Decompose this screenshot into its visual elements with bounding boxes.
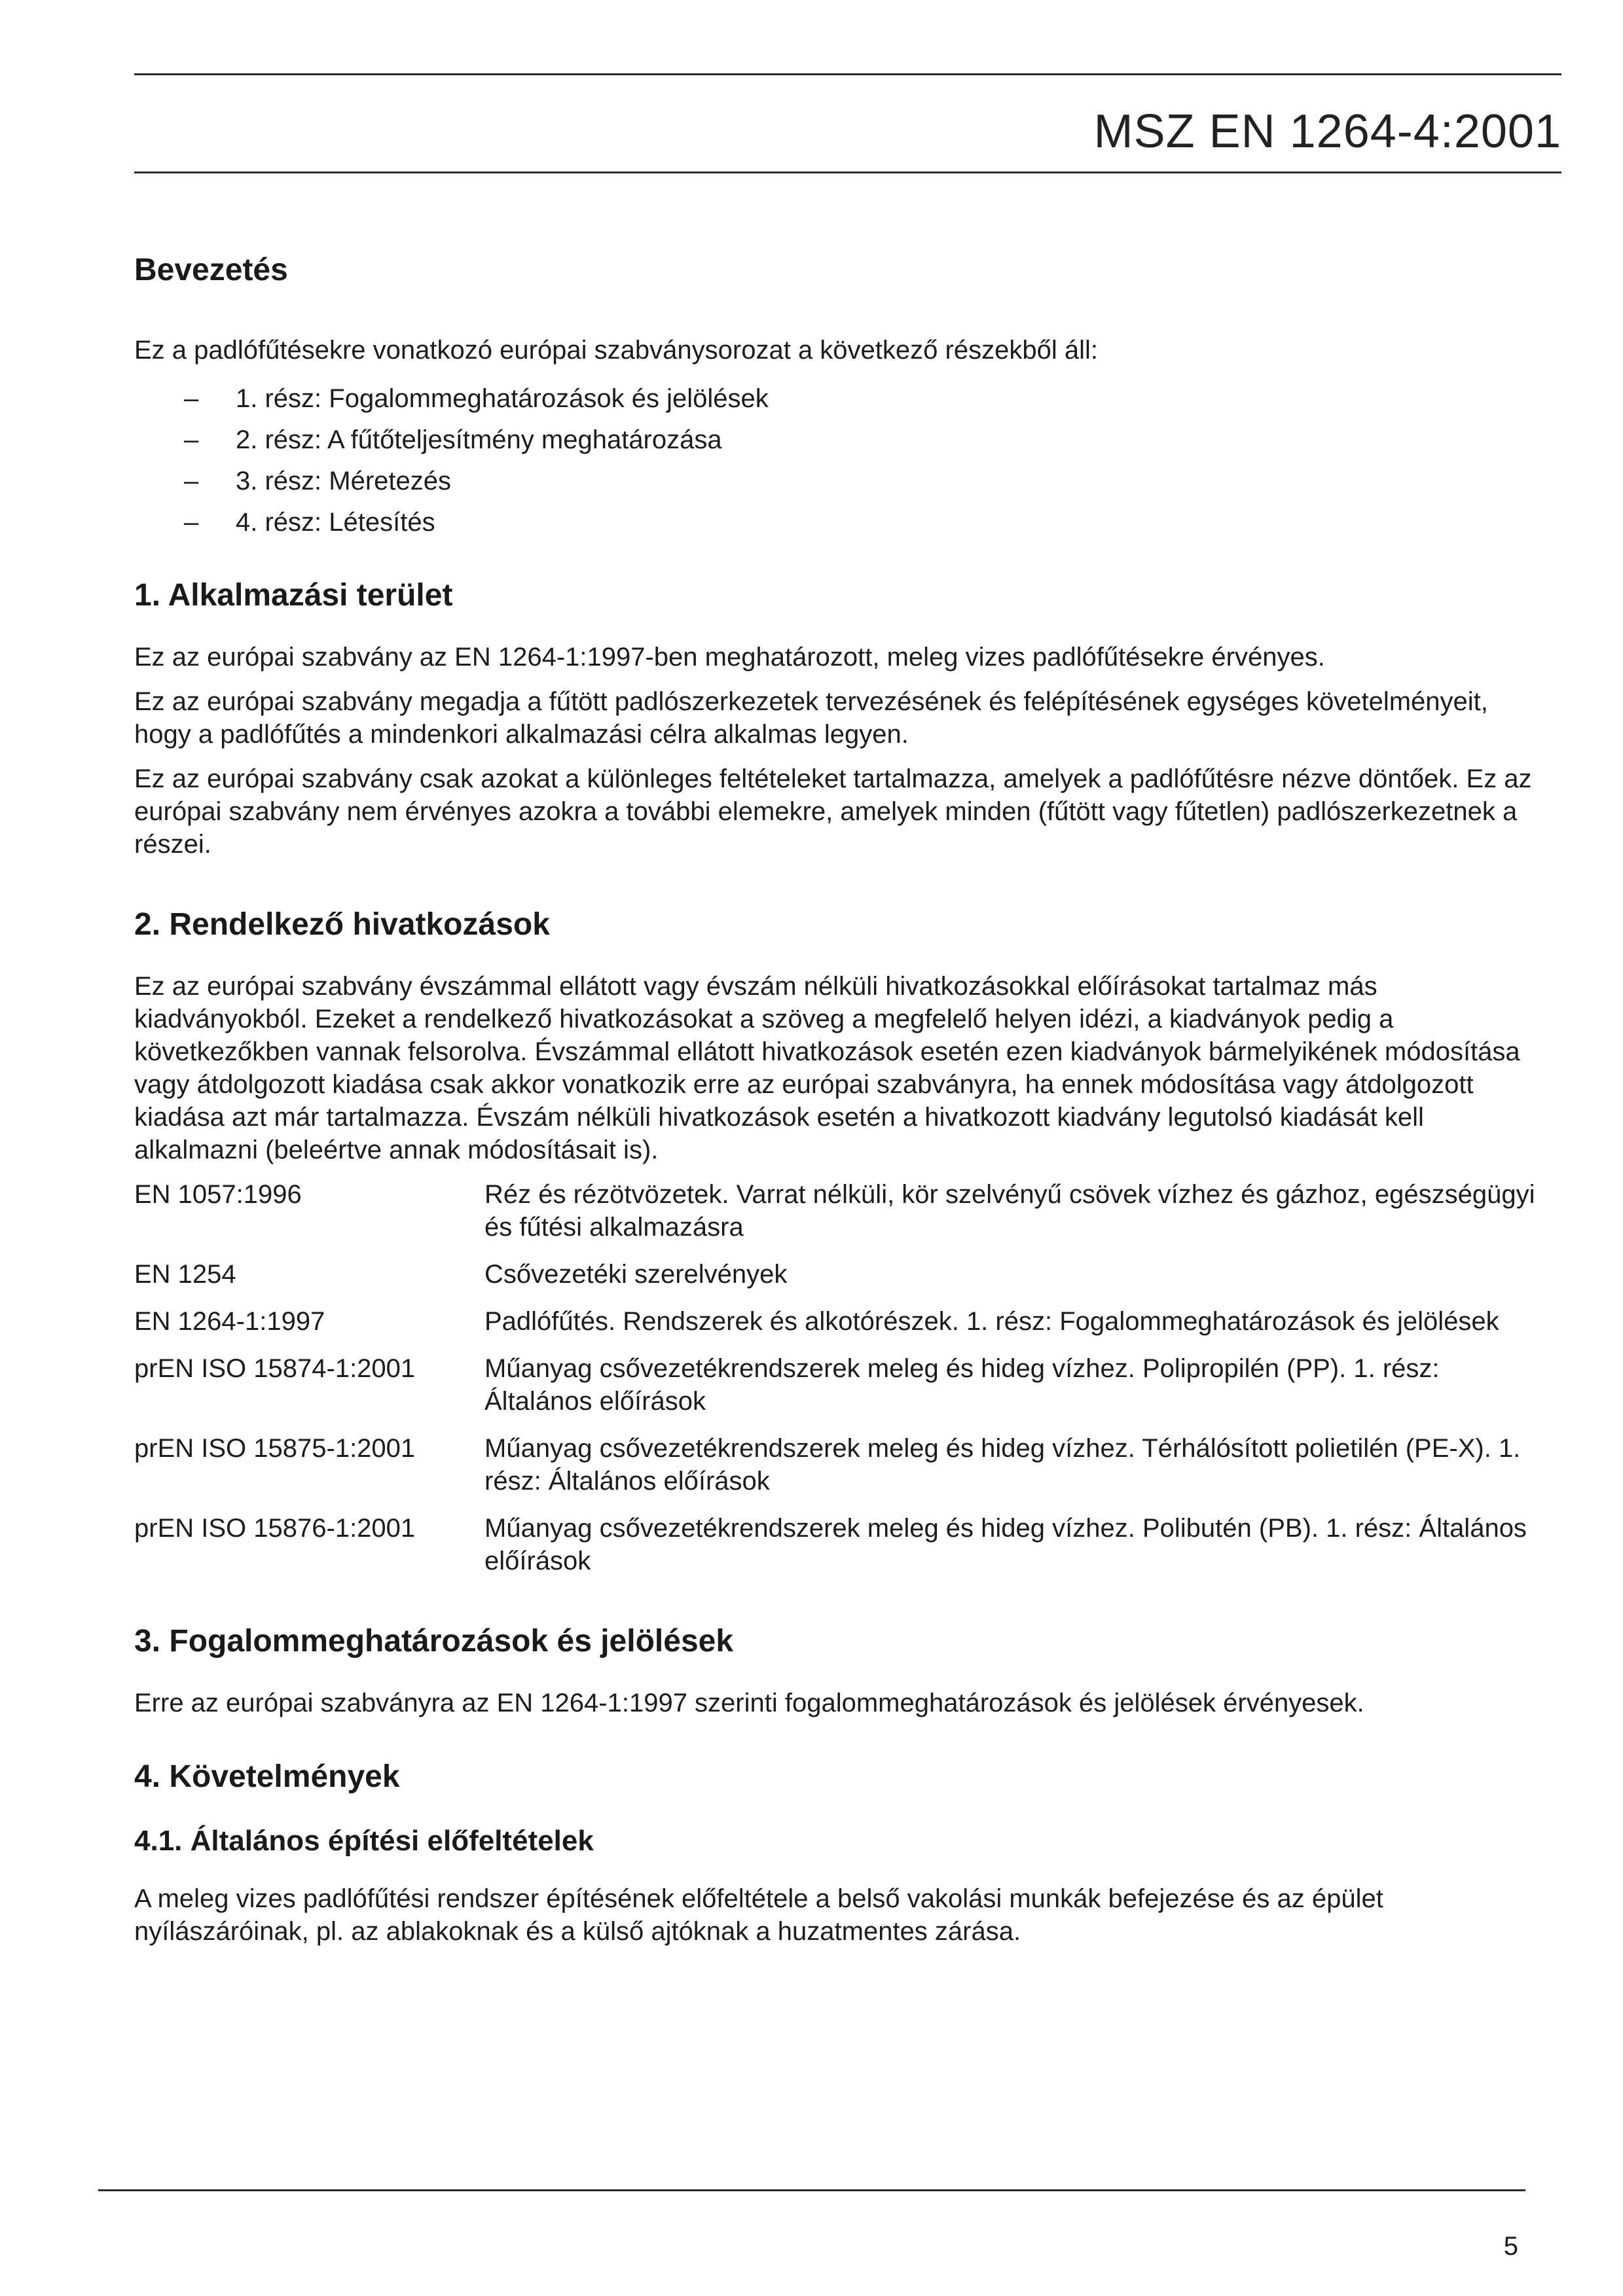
- reference-list: [134, 1178, 1535, 1577]
- intro-heading: Bevezetés: [134, 253, 288, 287]
- reference-description: Műanyag csővezetékrendszerek meleg és hideg vízhez. Polibutén (PB). 1. rész: Általános előírások: [484, 1514, 1527, 1575]
- reference-description: Réz és rézötvözetek. Varrat nélküli, kör szelvényű csövek vízhez és gázhoz, egészségügyi és fűtési alkalmazásra: [484, 1180, 1535, 1242]
- list-item: – 2. rész: A fűtőteljesítmény meghatározása: [134, 420, 1535, 461]
- section-2-heading: 2. Rendelkező hivatkozások: [134, 907, 550, 942]
- document-body: [134, 252, 1535, 1960]
- list-item: – 4. rész: Létesítés: [134, 502, 1535, 543]
- header-bottom-rule: [134, 171, 1561, 173]
- reference-code: prEN ISO 15874-1:2001: [134, 1354, 416, 1383]
- document-id: MSZ EN 1264-4:2001: [1093, 105, 1561, 158]
- reference-row: [134, 1178, 1535, 1244]
- parts-list: [134, 378, 1535, 543]
- reference-description: Műanyag csővezetékrendszerek meleg és hideg vízhez. Polipropilén (PP). 1. rész: Általános előírások: [484, 1354, 1440, 1416]
- list-item: – 3. rész: Méretezés: [134, 461, 1535, 502]
- section-1-heading: 1. Alkalmazási terület: [134, 578, 453, 613]
- section-3-heading: 3. Fogalommeghatározások és jelölések: [134, 1624, 734, 1659]
- list-item: – 1. rész: Fogalommeghatározások és jelölések: [134, 378, 1535, 420]
- reference-row: [134, 1352, 1535, 1418]
- reference-row: [134, 1258, 1535, 1291]
- reference-code: EN 1254: [134, 1260, 236, 1289]
- dash-bullet: –: [184, 467, 199, 495]
- reference-code: EN 1057:1996: [134, 1180, 302, 1209]
- section-4-1-paragraph: A meleg vizes padlófűtési rendszer építésének előfeltétele a belső vakolási munkák befejezése és az épület nyílászáróinak, pl. az ablakoknak és a külső ajtóknak a huzatmentes zárása.: [134, 1884, 1383, 1946]
- dash-bullet: –: [184, 384, 199, 413]
- section-1-paragraph: Ez az európai szabvány csak azokat a különleges feltételeket tartalmazza, amelyek a padlófűtésre nézve döntőek. Ez az európai szabvány nem érvényes azokra a további elemekre, amelyek minden (fűtött vagy fűtetlen) padlószerkezetnek a részei.: [134, 764, 1532, 859]
- reference-row: [134, 1432, 1535, 1498]
- reference-code: EN 1264-1:1997: [134, 1307, 325, 1336]
- reference-row: [134, 1305, 1535, 1338]
- reference-description: Csővezetéki szerelvények: [484, 1260, 788, 1289]
- section-2-paragraph: Ez az európai szabvány évszámmal ellátott vagy évszám nélküli hivatkozásokkal előírásokat tartalmaz más kiadványokból. Ezeket a rendelkező hivatkozásokat a szöveg a megfelelő helyen idézi, a kiadványok pedig a következőkben vannak felsorolva. Évszámmal ellátott hivatkozások esetén ezen kiadványok bármelyikének módosítása vagy átdolgozott kiadása csak akkor vonatkozik erre az európai szabványra, ha ennek módosítása vagy átdolgozott kiadása azt már tartalmazza. Évszám nélküli hivatkozások esetén a hivatkozott kiadvány legutolsó kiadását kell alkalmazni (beleértve annak módosításait is).: [134, 972, 1520, 1164]
- reference-description: Padlófűtés. Rendszerek és alkotórészek. 1. rész: Fogalommeghatározások és jelölések: [484, 1307, 1499, 1336]
- header-top-rule: [134, 73, 1561, 75]
- footer-rule: [98, 2189, 1525, 2191]
- section-1-paragraph: Ez az európai szabvány megadja a fűtött padlószerkezetek tervezésének és felépítésének egységes követelményeit, hogy a padlófűtés a mindenkori alkalmazási célra alkalmas legyen.: [134, 687, 1488, 749]
- section-4-1-heading: 4.1. Általános építési előfeltételek: [134, 1825, 594, 1857]
- section-3-paragraph: Erre az európai szabványra az EN 1264-1:1997 szerinti fogalommeghatározások és jelölések érvényesek.: [134, 1689, 1364, 1717]
- reference-description: Műanyag csővezetékrendszerek meleg és hideg vízhez. Térhálósított polietilén (PE-X). 1. rész: Általános előírások: [484, 1434, 1521, 1496]
- page-number: 5: [1503, 2232, 1518, 2261]
- section-1-paragraph: Ez az európai szabvány az EN 1264-1:1997-ben meghatározott, meleg vizes padlófűtésekre érvényes.: [134, 643, 1325, 672]
- reference-row: [134, 1512, 1535, 1577]
- reference-code: prEN ISO 15876-1:2001: [134, 1514, 416, 1543]
- section-4-heading: 4. Követelmények: [134, 1759, 400, 1794]
- dash-bullet: –: [184, 508, 199, 537]
- reference-code: prEN ISO 15875-1:2001: [134, 1434, 416, 1463]
- intro-text: Ez a padlófűtésekre vonatkozó európai szabványsorozat a következő részekből áll:: [134, 336, 1098, 365]
- dash-bullet: –: [184, 425, 199, 454]
